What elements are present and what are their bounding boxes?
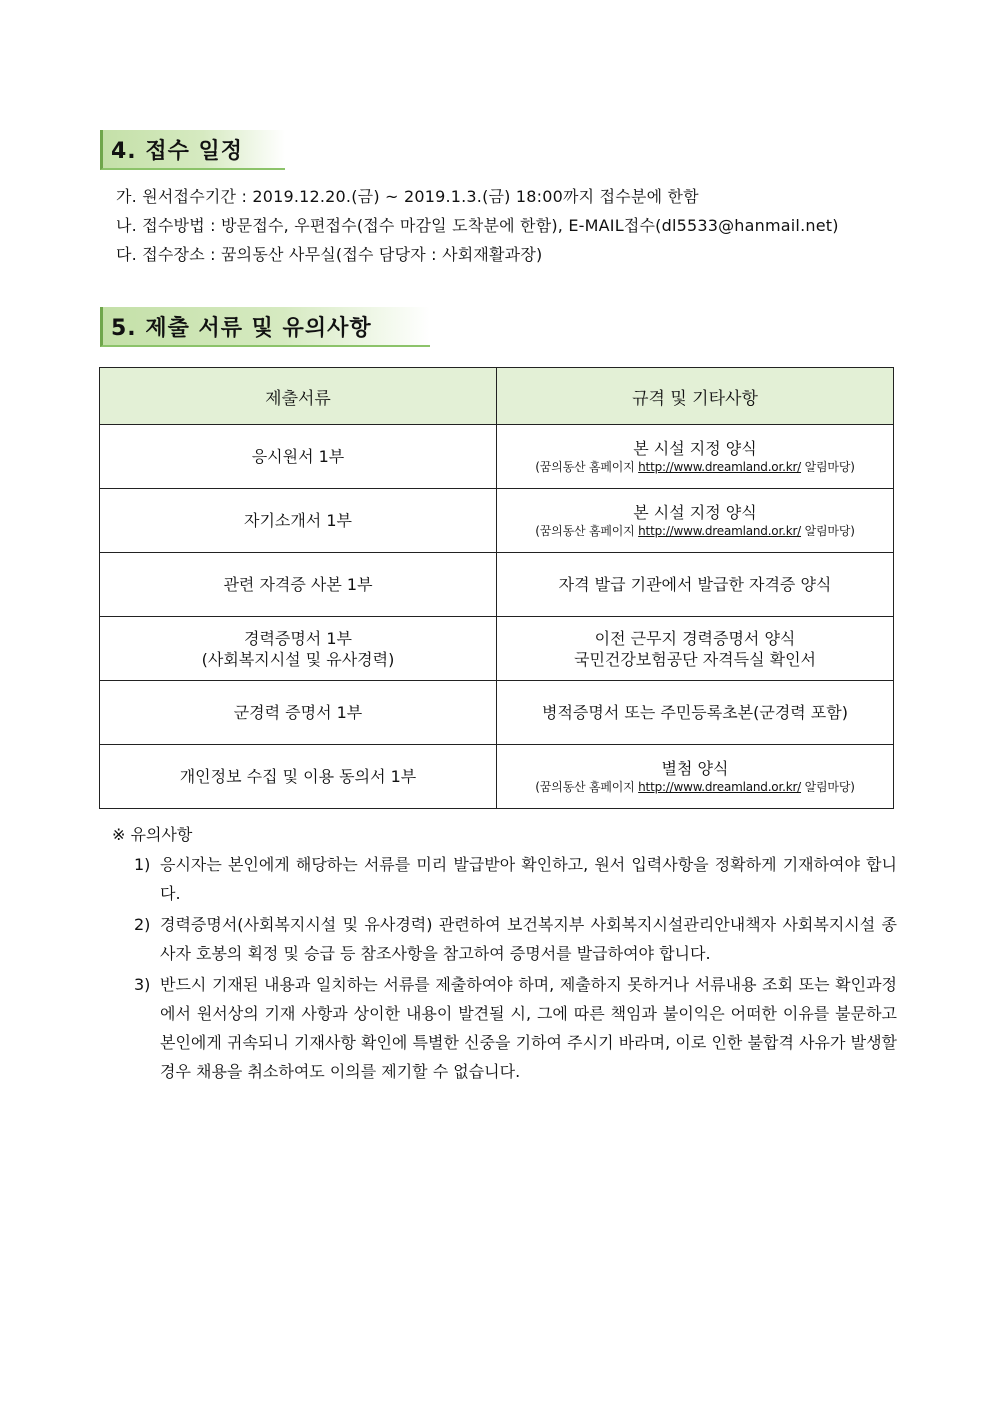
note-text: 경력증명서(사회복지시설 및 유사경력) 관련하여 보건복지부 사회복지시설관리안내책자 사회복지시설 종사자 호봉의 획정 및 승급 등 참조사항을 참고하여 증명서를 발급하여야 합니다. (160, 915, 897, 963)
note-prefix: (꿈의동산 홈페이지 (535, 523, 639, 538)
note-text: 응시자는 본인에게 해당하는 서류를 미리 발급받아 확인하고, 원서 입력사항을 정확하게 기재하여야 합니다. (160, 855, 897, 903)
schedule-place: 다. 접수장소 : 꿈의동산 사무실(접수 담당자 : 사회재활과장) (116, 245, 543, 264)
doc-cell: 자기소개서 1부 (100, 489, 497, 553)
note-suffix: 알림마당) (801, 459, 855, 474)
spec-text: 이전 근무지 경력증명서 양식 (594, 628, 796, 648)
spec-cell (497, 425, 894, 489)
section-5-title: 5. 제출 서류 및 유의사항 (111, 315, 372, 341)
note-prefix: (꿈의동산 홈페이지 (535, 459, 639, 474)
spec-note (497, 459, 893, 476)
doc-cell: 군경력 증명서 1부 (100, 681, 497, 745)
note-number: 1) (134, 855, 151, 874)
doc-subtext: (사회복지시설 및 유사경력) (201, 649, 395, 669)
doc-cell: 관련 자격증 사본 1부 (100, 553, 497, 617)
header-documents: 제출서류 (100, 368, 497, 425)
table-row (100, 489, 894, 553)
note-item (112, 850, 897, 908)
notes-title: ※ 유의사항 (112, 825, 193, 844)
spec-note (497, 779, 893, 796)
homepage-link[interactable]: http://www.dreamland.or.kr/ (638, 523, 802, 538)
spec-cell: 병적증명서 또는 주민등록초본(군경력 포함) (497, 681, 894, 745)
doc-cell: 개인정보 수집 및 이용 동의서 1부 (100, 745, 497, 809)
note-prefix: (꿈의동산 홈페이지 (535, 779, 639, 794)
schedule-method: 나. 접수방법 : 방문접수, 우편접수(접수 마감일 도착분에 한함), E-MAIL접수(dl5533@hanmail.net) (116, 216, 839, 235)
doc-text: 경력증명서 1부 (243, 628, 352, 648)
schedule-period: 가. 원서접수기간 : 2019.12.20.(금) ~ 2019.1.3.(금) 18:00까지 접수분에 한함 (116, 187, 699, 206)
note-item (112, 970, 897, 1086)
note-suffix: 알림마당) (801, 523, 855, 538)
section-4-title: 4. 접수 일정 (111, 138, 243, 164)
table-header-row (100, 368, 894, 425)
spec-text: 본 시설 지정 양식 (633, 438, 757, 458)
section-4-heading (100, 130, 285, 170)
spec-text: 본 시설 지정 양식 (633, 502, 757, 522)
table-row (100, 425, 894, 489)
homepage-link[interactable]: http://www.dreamland.or.kr/ (638, 779, 802, 794)
notes-section (112, 822, 897, 1086)
note-number: 3) (134, 975, 151, 994)
note-suffix: 알림마당) (801, 779, 855, 794)
table-row (100, 617, 894, 681)
spec-text-2: 국민건강보험공단 자격득실 확인서 (573, 649, 816, 669)
table-row (100, 681, 894, 745)
spec-cell (497, 617, 894, 681)
homepage-link[interactable]: http://www.dreamland.or.kr/ (638, 459, 802, 474)
spec-cell (497, 489, 894, 553)
spec-cell: 자격 발급 기관에서 발급한 자격증 양식 (497, 553, 894, 617)
table-row (100, 745, 894, 809)
documents-table (99, 367, 894, 809)
note-item (112, 910, 897, 968)
header-specs: 규격 및 기타사항 (497, 368, 894, 425)
doc-cell: 응시원서 1부 (100, 425, 497, 489)
spec-cell (497, 745, 894, 809)
note-number: 2) (134, 915, 151, 934)
doc-cell (100, 617, 497, 681)
note-text: 반드시 기재된 내용과 일치하는 서류를 제출하여야 하며, 제출하지 못하거나 서류내용 조회 또는 확인과정에서 원서상의 기재 사항과 상이한 내용이 발견될 시, 그에 따른 책임과 불이익은 어떠한 이유를 불문하고 본인에게 귀속되니 기재사항 확인에 특별한 신중을 기하여 주시기 바라며, 이로 인한 불합격 사유가 발생할 경우 채용을 취소하여도 이의를 제기할 수 없습니다. (160, 975, 897, 1081)
spec-note (497, 523, 893, 540)
spec-text: 별첨 양식 (661, 758, 729, 778)
table-row (100, 553, 894, 617)
section-5-heading (100, 307, 430, 347)
